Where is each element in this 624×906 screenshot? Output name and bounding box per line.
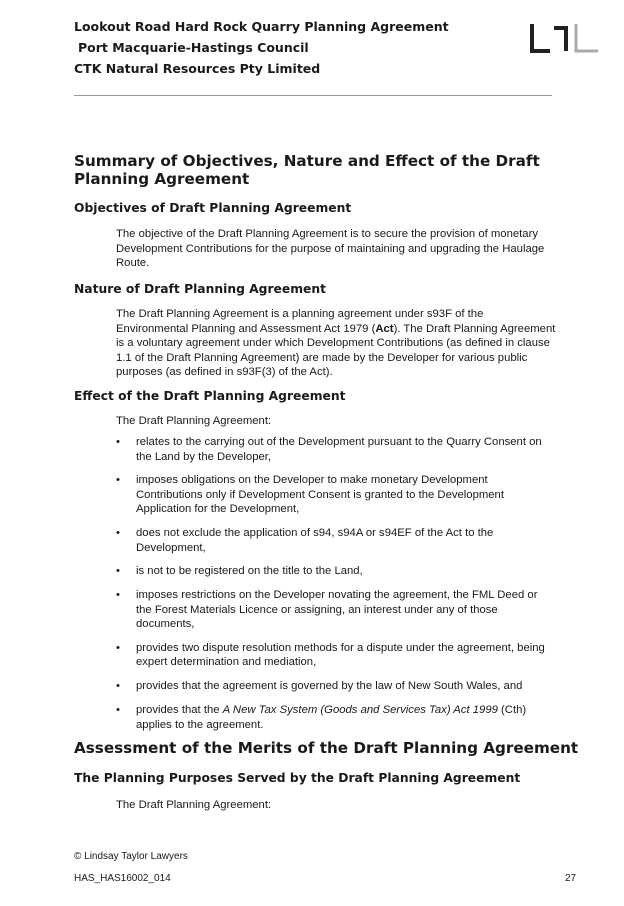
section-title-summary: Summary of Objectives, Nature and Effect of the Draft Planning Agreement: [74, 152, 540, 188]
nature-paragraph: The Draft Planning Agreement is a planning agreement under s93F of the Environmental Planning and Assessment Act 1979 (Act). The Draft Planning Agreement is a voluntary agreement under which Development Contributions (as defined in clause 1.1 of the Draft Planning Agreement) are made by the Developer for various public purposes (as defined in s93F(3) of the Act).: [116, 308, 556, 378]
ltl-logo: [528, 22, 600, 54]
heading-objectives: Objectives of Draft Planning Agreement: [74, 201, 352, 215]
list-item: • relates to the carrying out of the Development pursuant to the Quarry Consent on the Land by the Developer,: [116, 436, 542, 463]
list-item: • provides two dispute resolution methods for a dispute under the agreement, being expert determination and mediation,: [116, 641, 545, 669]
list-item: • is not to be registered on the title to the Land,: [116, 565, 363, 578]
list-item: • imposes restrictions on the Developer novating the agreement, the FML Deed or the Forest Materials Licence or assigning, an interest under any of those documents,: [116, 589, 538, 631]
header-company-name: CTK Natural Resources Pty Limited: [74, 61, 321, 76]
act-defined-term: Act: [375, 322, 394, 335]
heading-planning-purposes: The Planning Purposes Served by the Draft Planning Agreement: [74, 771, 521, 785]
list-item: • imposes obligations on the Developer to make monetary Development Contributions only if Development Consent is granted to the Development Application for the Development,: [116, 474, 504, 516]
list-item: • provides that the agreement is governed by the law of New South Wales, and: [116, 680, 523, 693]
footer-page-number: 27: [565, 873, 577, 884]
header-divider: [74, 95, 552, 96]
effect-intro: The Draft Planning Agreement:: [116, 415, 272, 427]
footer-copyright: © Lindsay Taylor Lawyers: [74, 851, 188, 862]
heading-nature: Nature of Draft Planning Agreement: [74, 282, 327, 296]
list-item: • provides that the A New Tax System (Goods and Services Tax) Act 1999 (Cth) applies to the agreement.: [116, 704, 527, 731]
gst-act-title: A New Tax System (Goods and Services Tax) Act 1999: [222, 704, 498, 717]
heading-effect: Effect of the Draft Planning Agreement: [74, 389, 346, 403]
header-agreement-title: Lookout Road Hard Rock Quarry Planning Agreement: [74, 19, 449, 34]
planning-purposes-intro: The Draft Planning Agreement:: [116, 799, 272, 811]
effect-bullet-list: [116, 435, 556, 741]
list-item: • does not exclude the application of s94, s94A or s94EF of the Act to the Development,: [116, 527, 494, 554]
header-council-name: Port Macquarie-Hastings Council: [78, 40, 309, 55]
section-title-assessment: Assessment of the Merits of the Draft Planning Agreement: [74, 739, 579, 757]
footer-doc-ref: HAS_HAS16002_014: [74, 873, 171, 884]
objectives-paragraph: The objective of the Draft Planning Agreement is to secure the provision of monetary Development Contributions for the purpose of maintaining and upgrading the Haulage Route.: [116, 228, 545, 269]
